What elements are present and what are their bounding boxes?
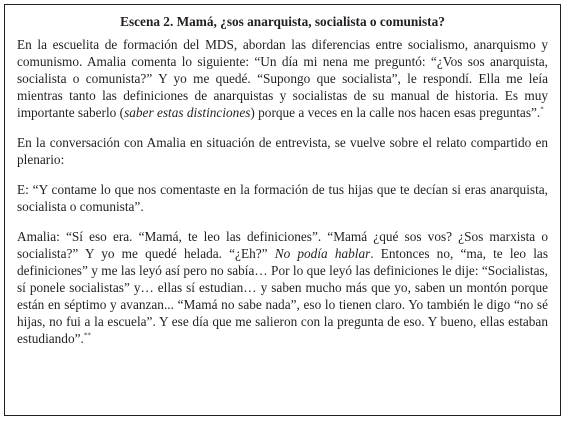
- text-box: [4, 4, 561, 416]
- paragraph-answer-emphasis: No podía hablar: [274, 246, 371, 261]
- paragraph-intro-text-1: En la escuelita de formación del MDS, abordan las diferencias entre socialismo, anarquismo y comunismo. Amalia comenta lo siguiente: “Un día mi nena me preguntó: “¿Vos sos anarquista, socialista o comunista?” Y yo me quedé. “Supongo que socialista”, le respondí. Ella me leía mientras tanto las definiciones de anarquistas y socialistas de su manual de historia. Es muy importante saberlo (: [17, 37, 548, 120]
- paragraph-interviewer-question: E: “Y contame lo que nos comentaste en la formación de tus hijas que te decían si eras anarquista, socialista o comunista”.: [17, 182, 548, 214]
- footnote-marker-1: *: [540, 105, 544, 114]
- paragraph-answer-text-1: Amalia: “Sí eso era. “Mamá, te leo las definiciones”. “Mamá ¿qué sos vos? ¿Sos marxista o socialista?” Y yo me quedé helada. “¿Eh?”: [17, 229, 548, 261]
- paragraph-intro-text-2: ) porque a veces en la calle nos hacen esas preguntas”.: [250, 105, 541, 120]
- footnote-marker-2: **: [83, 331, 91, 340]
- paragraph-intro: [17, 36, 548, 121]
- paragraph-answer-text-2: . Entonces no, “ma, te leo las definiciones” y me las leyó así pero no sabía… Por lo que leyó las definiciones le dije: “Socialistas, sí ponele socialistas” y… ellas sí estudian… y saben mucho más que yo, saben un montón porque están en séptimo y avanzan... “Mamá no sabe nada”, eso lo tienen claro. Yo también le digo “no sé hijas, no fui a la escuela”. Y ese día que me salieron con la pregunta de eso. Y bueno, ellas estaban estudiando”.: [17, 246, 549, 346]
- paragraph-interview-context: En la conversación con Amalia en situación de entrevista, se vuelve sobre el relato compartido en plenario:: [17, 135, 548, 167]
- paragraph-amalia-answer: [17, 228, 548, 347]
- scene-title: Escena 2. Mamá, ¿sos anarquista, socialista o comunista?: [120, 14, 445, 29]
- paragraph-intro-emphasis: saber estas distinciones: [124, 105, 251, 120]
